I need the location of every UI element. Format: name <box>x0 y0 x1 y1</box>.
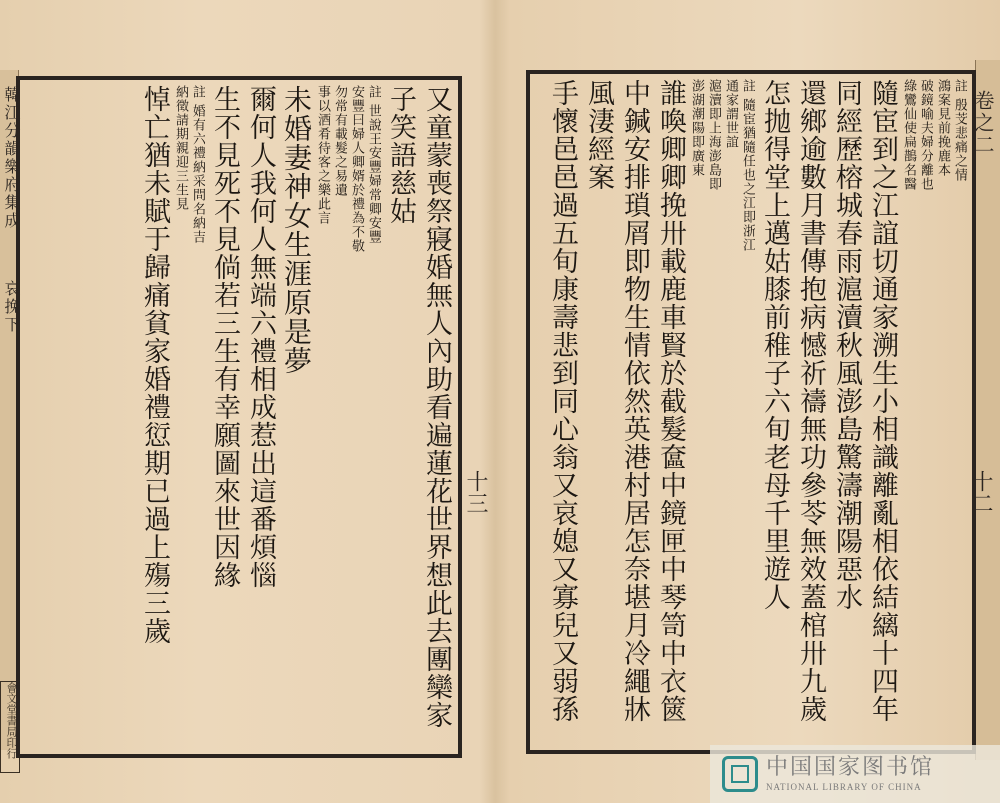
right-page-annotation-text: 滬瀆即上海澎島即 <box>706 79 721 191</box>
library-name-cn: 中国国家图书馆 <box>766 754 935 780</box>
left-page-annotation-column <box>173 85 205 749</box>
right-page-text-column: 同經歷榕城春雨滬瀆秋風澎島驚濤潮陽惡水 <box>831 79 862 611</box>
right-page-text-column: 手懷邑邑過五旬康壽悲到同心翁又哀媳又寡兒又弱孫 <box>547 79 578 723</box>
left-page-annotation-text: 事以酒肴待客之樂此言 <box>315 85 330 225</box>
left-page-annotation-column <box>315 85 347 749</box>
right-page-number: 十二 <box>968 470 993 514</box>
left-margin-section: 哀挽下 <box>2 280 21 334</box>
right-page-columns <box>535 79 967 745</box>
right-page-text-column: 怎抛得堂上邁姑膝前稚子六旬老母千里遊人 <box>759 79 790 611</box>
left-page-annotation-text: 安豐曰婦人卿婿於禮為不敬 <box>349 85 364 253</box>
right-page-annotation-text: 註 殷芠悲痛之情 <box>952 79 967 183</box>
left-page-text-column: 爾何人我何人無端六禮相成惹出這番煩惱 <box>245 85 276 589</box>
right-page-annotation-text: 綠鸞仙使扁鵲名醫 <box>901 79 916 191</box>
right-page-annotation-text: 澎湖潮陽即廣東 <box>689 79 704 177</box>
left-page-annotation-text: 註 世說王安豐婦常卿安豐 <box>366 85 381 245</box>
right-page-text-column: 中鍼安排瑣屑即物生情依然英港村居怎奈堪月冷繩牀 <box>619 79 650 723</box>
right-page-annotation-column <box>723 79 755 745</box>
left-page-heading-column: 未婚妻神女生涯原是夢 <box>280 85 313 375</box>
left-page-annotation-column <box>349 85 381 749</box>
right-margin-volume: 卷之二 <box>971 90 995 156</box>
right-page-text-column: 誰喚卿卿挽卅載鹿車賢於截髮奩中鏡匣中琴笥中衣篋 <box>655 79 686 723</box>
right-page-annotation-column <box>901 79 933 745</box>
left-margin-title: 韓江分韻樂府集成 <box>2 86 21 230</box>
right-page-text-column: 風淒經案 <box>583 79 614 191</box>
right-page-annotation-text: 破鏡喻夫婦分離也 <box>918 79 933 191</box>
left-page-text-column: 悼亡猶未賦于歸痛貧家婚禮愆期已過上殤三歲 <box>139 85 170 645</box>
library-logo-icon <box>722 756 758 792</box>
left-page-text-column: 子笑語慈姑 <box>385 85 416 225</box>
left-page-annotation-text: 勿常有載髮之易遺 <box>332 85 347 197</box>
left-page-annotation-text: 納徵請期親迎三生見 <box>173 85 188 211</box>
right-page-annotation-text: 註 隨宦猶隨任也之江即浙江 <box>740 79 755 253</box>
left-page-columns <box>25 85 453 749</box>
right-page-frame <box>526 70 976 754</box>
library-watermark <box>710 745 1000 803</box>
right-page-annotation-column <box>689 79 721 745</box>
right-page-text-column: 還鄉逾數月書傳抱病憾祈禱無功參苓無效蓋棺卅九歲 <box>795 79 826 723</box>
right-page-annotation-text: 鴻案見前挽鹿本 <box>935 79 950 177</box>
right-page-edge <box>975 60 1000 760</box>
left-page-number: 十三 <box>463 470 488 514</box>
publisher-stamp: 會文堂書局印行 <box>0 681 20 773</box>
right-page-text-column: 隨宦到之江誼切通家溯生小相識離亂相依結縭十四年 <box>867 79 898 723</box>
library-name-en: NATIONAL LIBRARY OF CHINA <box>766 781 922 792</box>
left-page-annotation-text: 註 婚有六禮納采問名納吉 <box>190 85 205 245</box>
right-page-annotation-text: 通家謂世誼 <box>723 79 738 149</box>
left-page-text-column: 生不見死不見倘若三生有幸願圖來世因緣 <box>209 85 240 589</box>
left-page-frame <box>16 76 462 758</box>
left-page-text-column: 又童蒙喪祭寢婚無人內助看遍蓮花世界想此去團欒家 <box>421 85 452 729</box>
right-page-annotation-column <box>935 79 967 745</box>
